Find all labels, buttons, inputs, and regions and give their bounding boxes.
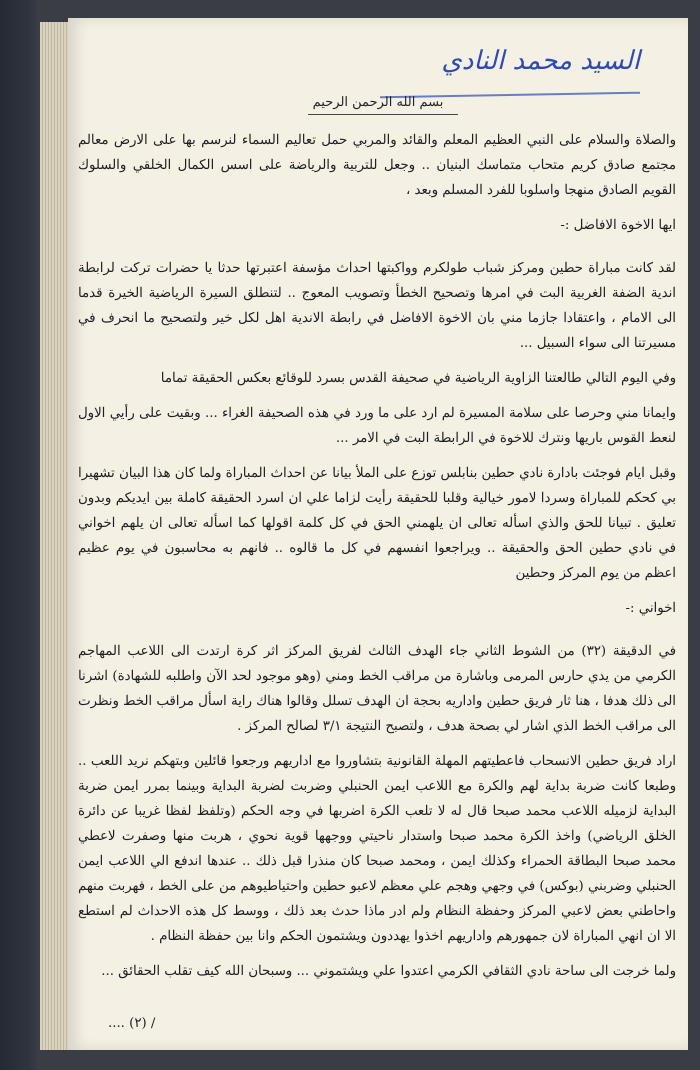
paragraph-goal: في الدقيقة (٣٢) من الشوط الثاني جاء الهدف الثالث لفريق المركز اثر كرة ارتدت الى اللاعب المهاجم الكرمي من يدي حارس المرمى وباشارة من مراقب الخط ومني (وهو موجود لحد الآن واطلبه للشهادة) اشرنا الى ذلك هدفا ، هنا ثار فريق حطين واداريه بحجة ان الهدف تسلل وقالوا هناك راية اسأل مراقب الخط ونظرت الى مراقب الخط الذي اشار لي بصحة هدف ، ولتصبح النتيجة ٣/١ لصالح المركز . xyxy=(78,644,676,734)
document-page xyxy=(68,18,688,1050)
basmala-heading: بسم الله الرحمن الرحيم xyxy=(312,95,444,110)
paragraph-faith: وايمانا مني وحرصا على سلامة المسيرة لم ارد على ما ورد في هذه الصحيفة الغراء ... وبقيت على رأيي الاول لنعط القوس باريها ونترك للاخوة في الرابطة البت في الامر ... xyxy=(78,406,676,446)
book-binding xyxy=(0,0,40,1070)
paragraph-newspaper: وفي اليوم التالي طالعتنا الزاوية الرياضية في صحيفة القدس بسرد للوقائع بعكس الحقيقة تماما xyxy=(160,371,676,386)
paragraph-closing: ولما خرجت الى ساحة نادي الثقافي الكرمي اعتدوا علي ويشتموني ... وسبحان الله كيف تقلب الحقائق ... xyxy=(101,964,676,979)
page-edges xyxy=(40,22,70,1050)
paragraph-match-events: لقد كانت مباراة حطين ومركز شباب طولكرم وواكبتها احداث مؤسفة اعتبرتها حدثا يا حضرات تركت لرابطة اندية الضفة الغربية البت في امرها وتصحيح الخطأ وتصويب المعوج .. لتنطلق السيرة الرياضية الخيرة قدما الى الامام ، واعتقادا جازما مني بان الاخوة الافاضل في رابطة الاندية اهل لكل خير ولتصحيح ما انحرف في مسيرتنا الى سواء السبيل ... xyxy=(78,261,676,351)
paragraph-opening: والصلاة والسلام على النبي العظيم المعلم والقائد والمربي حمل تعاليم السماء لنرسم بها على الارض معالم مجتمع صادق كريم متحاب متماسك البنيان .. وجعل للتربية والرياضة على اسس الكمال الخلقي والسلوك القويم الصادق منهجا واسلوبا للفرد المسلم وبعد ، xyxy=(78,133,676,198)
salutation-heading: ايها الاخوة الافاضل :- xyxy=(560,218,676,233)
letter-body xyxy=(78,118,676,994)
paragraph-withdrawal: اراد فريق حطين الانسحاب فاعطيتهم المهلة القانونية بتشاوروا مع اداريهم ورجعوا قائلين وبتهكم نريد اللعب .. وطبعا كانت ضربة بداية لهم والكرة مع اللاعب ايمن الحنبلي وضربت لضربة البداية وبينما بمرر ايمن ضربة البداية لزميله اللاعب محمد صبحا قال له لا تلعب الكرة اضربها في وجه الحكم (وتلفظ لفظا غريبا عن دائرة الخلق الرياضي) واخذ الكرة محمد صبحا واستدار ناحيتي ووجهها قوية نحوي ، هربت منها وصفرت لاعطي محمد صبحا البطاقة الحمراء وكذلك ايمن ، ومحمد صبحا كان منذرا قبل ذلك .. عندها اندفع الي اللاعب ايمن الحنبلي وضربني (بوكس) في وجهي وهجم علي معظم لاعبو حطين واحتياطيوهم من على الخط ، فهربت منهم واحاطني بعض لاعبي المركز وحفظة النظام ولم ادر ماذا حدث بعد ذلك ، ووسط كل هذه الاحداث لم استطع الا ان انهي المباراة لان جمهورهم واداريهم اخذوا يهددون ويشتمون الحكم وانا بين حفظة النظام . xyxy=(78,754,676,944)
basmala-underline xyxy=(308,114,458,115)
handwritten-name: السيد محمد النادي xyxy=(441,46,640,76)
brothers-heading: اخواني :- xyxy=(625,601,676,616)
page-number: / (٢) .... xyxy=(108,1016,156,1031)
paragraph-statement: وقبل ايام فوجئت بادارة نادي حطين بنابلس توزع على الملأ بيانا عن احداث المباراة ولما كان هذا البيان تشهيرا بي كحكم للمباراة وسردا لامور خيالية وقلبا للحقيقة رأيت لزاما علي ان اسرد الحقيقة كاملة بين ايديكم وبدون تعليق . تبيانا للحق والذي اسأله تعالى ان يلهمني الحق في كل كلمة اقولها كما اسأله تعالى ان يلهم اخواني في نادي حطين الحق والحقيقة .. ويراجعوا انفسهم في كل ما قالوه .. فانهم به محاسبون في يوم عظيم اعظم من يوم المركز وحطين xyxy=(78,466,676,581)
